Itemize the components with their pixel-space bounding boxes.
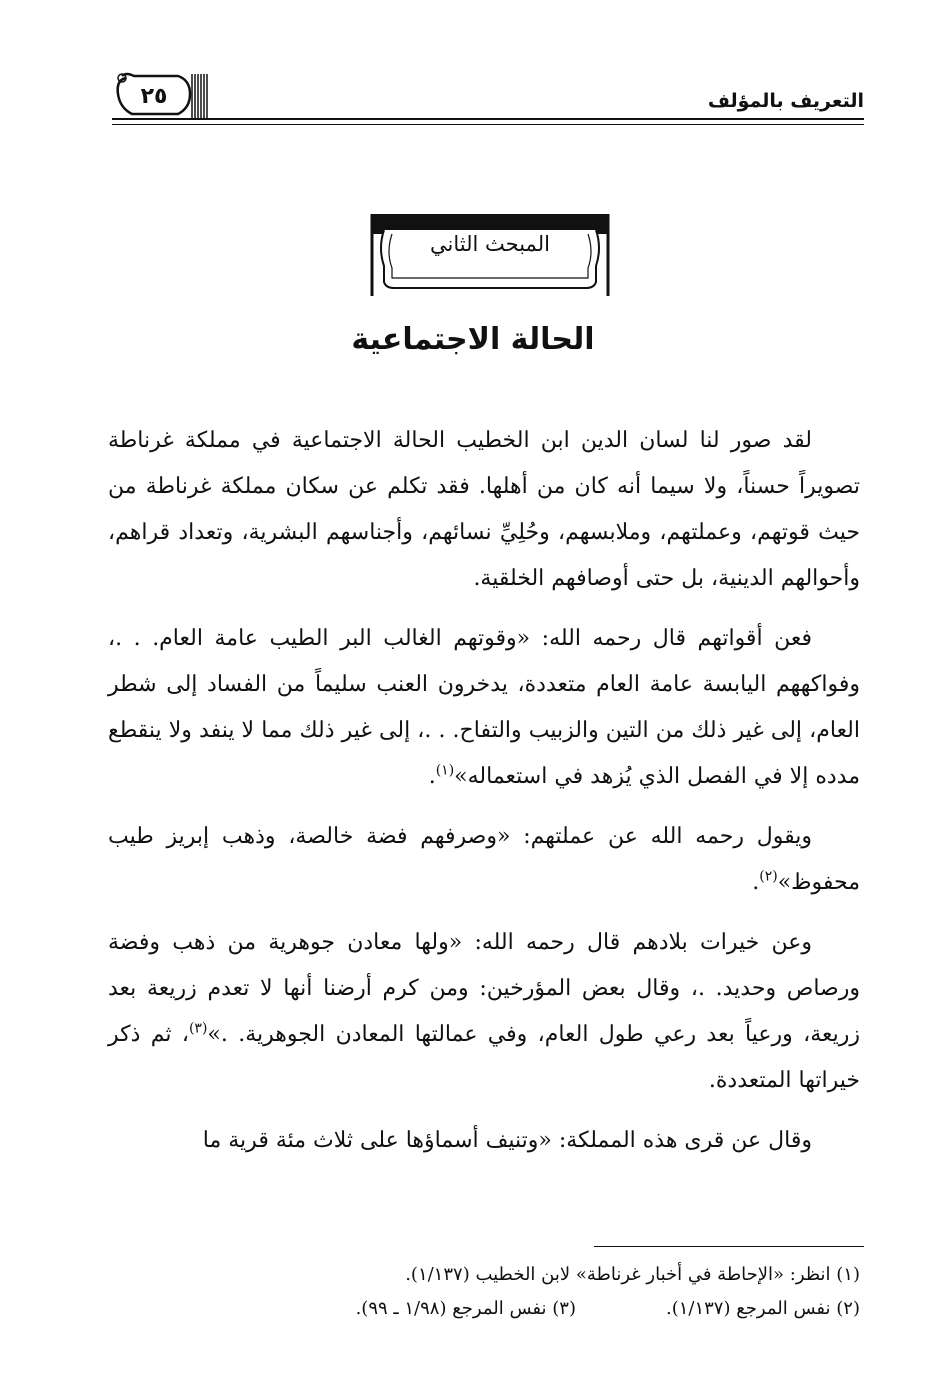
footnote-1: (١) انظر: «الإحاطة في أخبار غرناطة» لابن الخطيب (١/١٣٧). [405, 1264, 860, 1285]
footnote-separator [594, 1246, 864, 1247]
footnote-3: (٣) نفس المرجع (١/٩٨ ـ ٩٩). [355, 1298, 576, 1319]
paragraph-5 [108, 1118, 860, 1164]
paragraph-3-end: . [752, 870, 760, 895]
paragraph-1 [108, 418, 860, 602]
page-number: ٢٥ [140, 84, 168, 109]
section-label: المبحث الثاني [430, 232, 550, 256]
paragraph-5-text: وقال عن قرى هذه المملكة: «وتنيف أسماؤها على ثلاث مئة قرية ما [202, 1128, 812, 1153]
paragraph-4-text: وعن خيرات بلادهم قال رحمه الله: «ولها معادن جوهرية من ذهب وفضة ورصاص وحديد. .، وقال بعض المؤرخين: ومن كرم أرضنا أنها لا تعدم زريعة بعد زريعة، ورعياً بعد رعي طول العام، وفي عمالتها المعادن الجوهرية. .» [108, 930, 860, 1047]
paragraph-2-end: . [428, 764, 436, 789]
paragraph-3 [108, 814, 860, 906]
footnote-ref-2[interactable]: (٢) [759, 868, 778, 885]
footnote-ref-3[interactable]: (٣) [188, 1020, 208, 1037]
paragraph-4 [108, 920, 860, 1104]
body-text [108, 418, 860, 1178]
footnotes [160, 1258, 860, 1326]
paragraph-4-tail: ، ثم ذكر خيراتها المتعددة. [108, 1022, 860, 1093]
header-rule [112, 118, 864, 120]
chapter-title: الحالة الاجتماعية [351, 322, 595, 357]
running-title: التعريف بالمؤلف [707, 90, 864, 112]
paragraph-2-text: فعن أقواتهم قال رحمه الله: «وقوتهم الغالب البر الطيب عامة العام. . .، وفواكههم اليابسة عامة العام متعددة، يدخرون العنب سليماً من الفساد إلى شطر العام، إلى غير ذلك من التين والزبيب والتفاح. . .، إلى غير ذلك مما لا ينفد ولا ينقطع مدده إلا في الفصل الذي يُزهد في استعماله» [108, 626, 860, 789]
paragraph-1-text: لقد صور لنا لسان الدين ابن الخطيب الحالة الاجتماعية في مملكة غرناطة تصويراً حسناً، ولا سيما أنه كان من أهلها. فقد تكلم عن سكان مملكة غرناطة من حيث قوتهم، وعملتهم، وملابسهم، وحُلِيِّ نسائهم، وأجناسهم البشرية، وتعداد قراهم، وأحوالهم الدينية، بل حتى أوصافهم الخلقية. [108, 428, 860, 591]
footnote-row-2 [160, 1292, 860, 1326]
paragraph-3-text: ويقول رحمه الله عن عملتهم: «وصرفهم فضة خالصة، وذهب إبريز طيب محفوظ» [108, 824, 860, 895]
paragraph-2 [108, 616, 860, 800]
header-rule-thin [112, 124, 864, 125]
footnote-ref-1[interactable]: (١) [435, 762, 455, 779]
footnote-2: (٢) نفس المرجع (١/١٣٧). [665, 1298, 860, 1319]
